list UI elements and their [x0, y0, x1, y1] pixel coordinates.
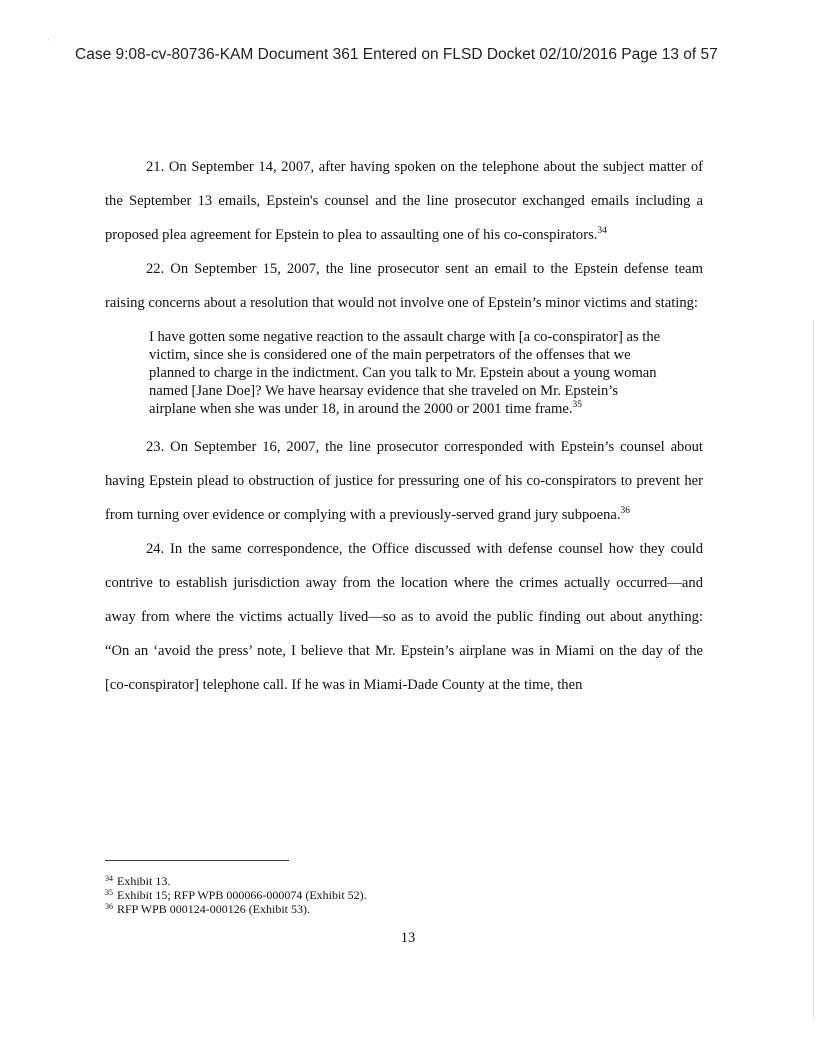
paragraph-24 — [105, 532, 703, 702]
footnote-35-text: Exhibit 15; RFP WPB 000066-000074 (Exhibit 52). — [117, 888, 367, 902]
footnote-34-text: Exhibit 13. — [117, 874, 171, 888]
paragraph-22-text: 22. On September 15, 2007, the line prosecutor sent an email to the Epstein defense team raising concerns about a resolution that would not involve one of Epstein’s minor victims and stating: — [105, 261, 703, 311]
block-quote-text: I have gotten some negative reaction to the assault charge with [a co-conspirator] as the victim, since she is considered one of the main perpetrators of the offenses that we planned to charge in the indictment. Can you talk to Mr. Epstein about a young woman named [Jane Doe]? We have hearsay evidence that she traveled on Mr. Epstein’s airplane when she was under 18, in around the 2000 or 2001 time frame. — [149, 329, 661, 417]
page-number: 13 — [400, 930, 416, 946]
footnote-35-number: 35 — [105, 888, 113, 897]
scan-speck: ' . — [48, 38, 54, 45]
footnote-36-text: RFP WPB 000124-000126 (Exhibit 53). — [117, 902, 311, 916]
footnote-34-number: 34 — [105, 874, 113, 883]
footnotes — [105, 874, 703, 916]
footnote-ref-35: 35 — [572, 400, 583, 410]
block-quote — [149, 328, 664, 418]
paragraph-23 — [105, 430, 703, 532]
paragraph-24-text: 24. In the same correspondence, the Office discussed with defense counsel how they could contrive to establish jurisdiction away from the location where the crimes actually occurred—and away from where the victims actually lived—so as to avoid the public finding out about anything: “On an ‘avoid the press’ note, I believe that Mr. Epstein’s airplane was in Miami on the day of the [co-conspirator] telephone call. If he was in Miami-Dade County at the time, then — [105, 541, 703, 693]
paragraph-22 — [105, 252, 703, 320]
footnote-36 — [105, 902, 703, 916]
footnote-ref-36: 36 — [620, 506, 631, 516]
footnote-36-number: 36 — [105, 902, 113, 911]
paragraph-21-text: 21. On September 14, 2007, after having spoken on the telephone about the subject matter of the September 13 emails, Epstein's counsel and the line prosecutor exchanged emails including a proposed plea agreement for Epstein to plea to assaulting one of his co-conspirators. — [105, 159, 703, 243]
paragraph-21 — [105, 150, 703, 252]
document-body — [105, 150, 703, 702]
scan-edge-line — [813, 320, 814, 1020]
footnote-separator — [105, 860, 289, 861]
docket-header: Case 9:08-cv-80736-KAM Document 361 Entered on FLSD Docket 02/10/2016 Page 13 of 57 — [75, 46, 718, 63]
paragraph-23-text: 23. On September 16, 2007, the line prosecutor corresponded with Epstein’s counsel about having Epstein plead to obstruction of justice for pressuring one of his co-conspirators to prevent her from turning over evidence or complying with a previously-served grand jury subpoena. — [105, 439, 703, 523]
footnote-34 — [105, 874, 703, 888]
footnote-ref-34: 34 — [597, 226, 607, 236]
footnote-35 — [105, 888, 703, 902]
